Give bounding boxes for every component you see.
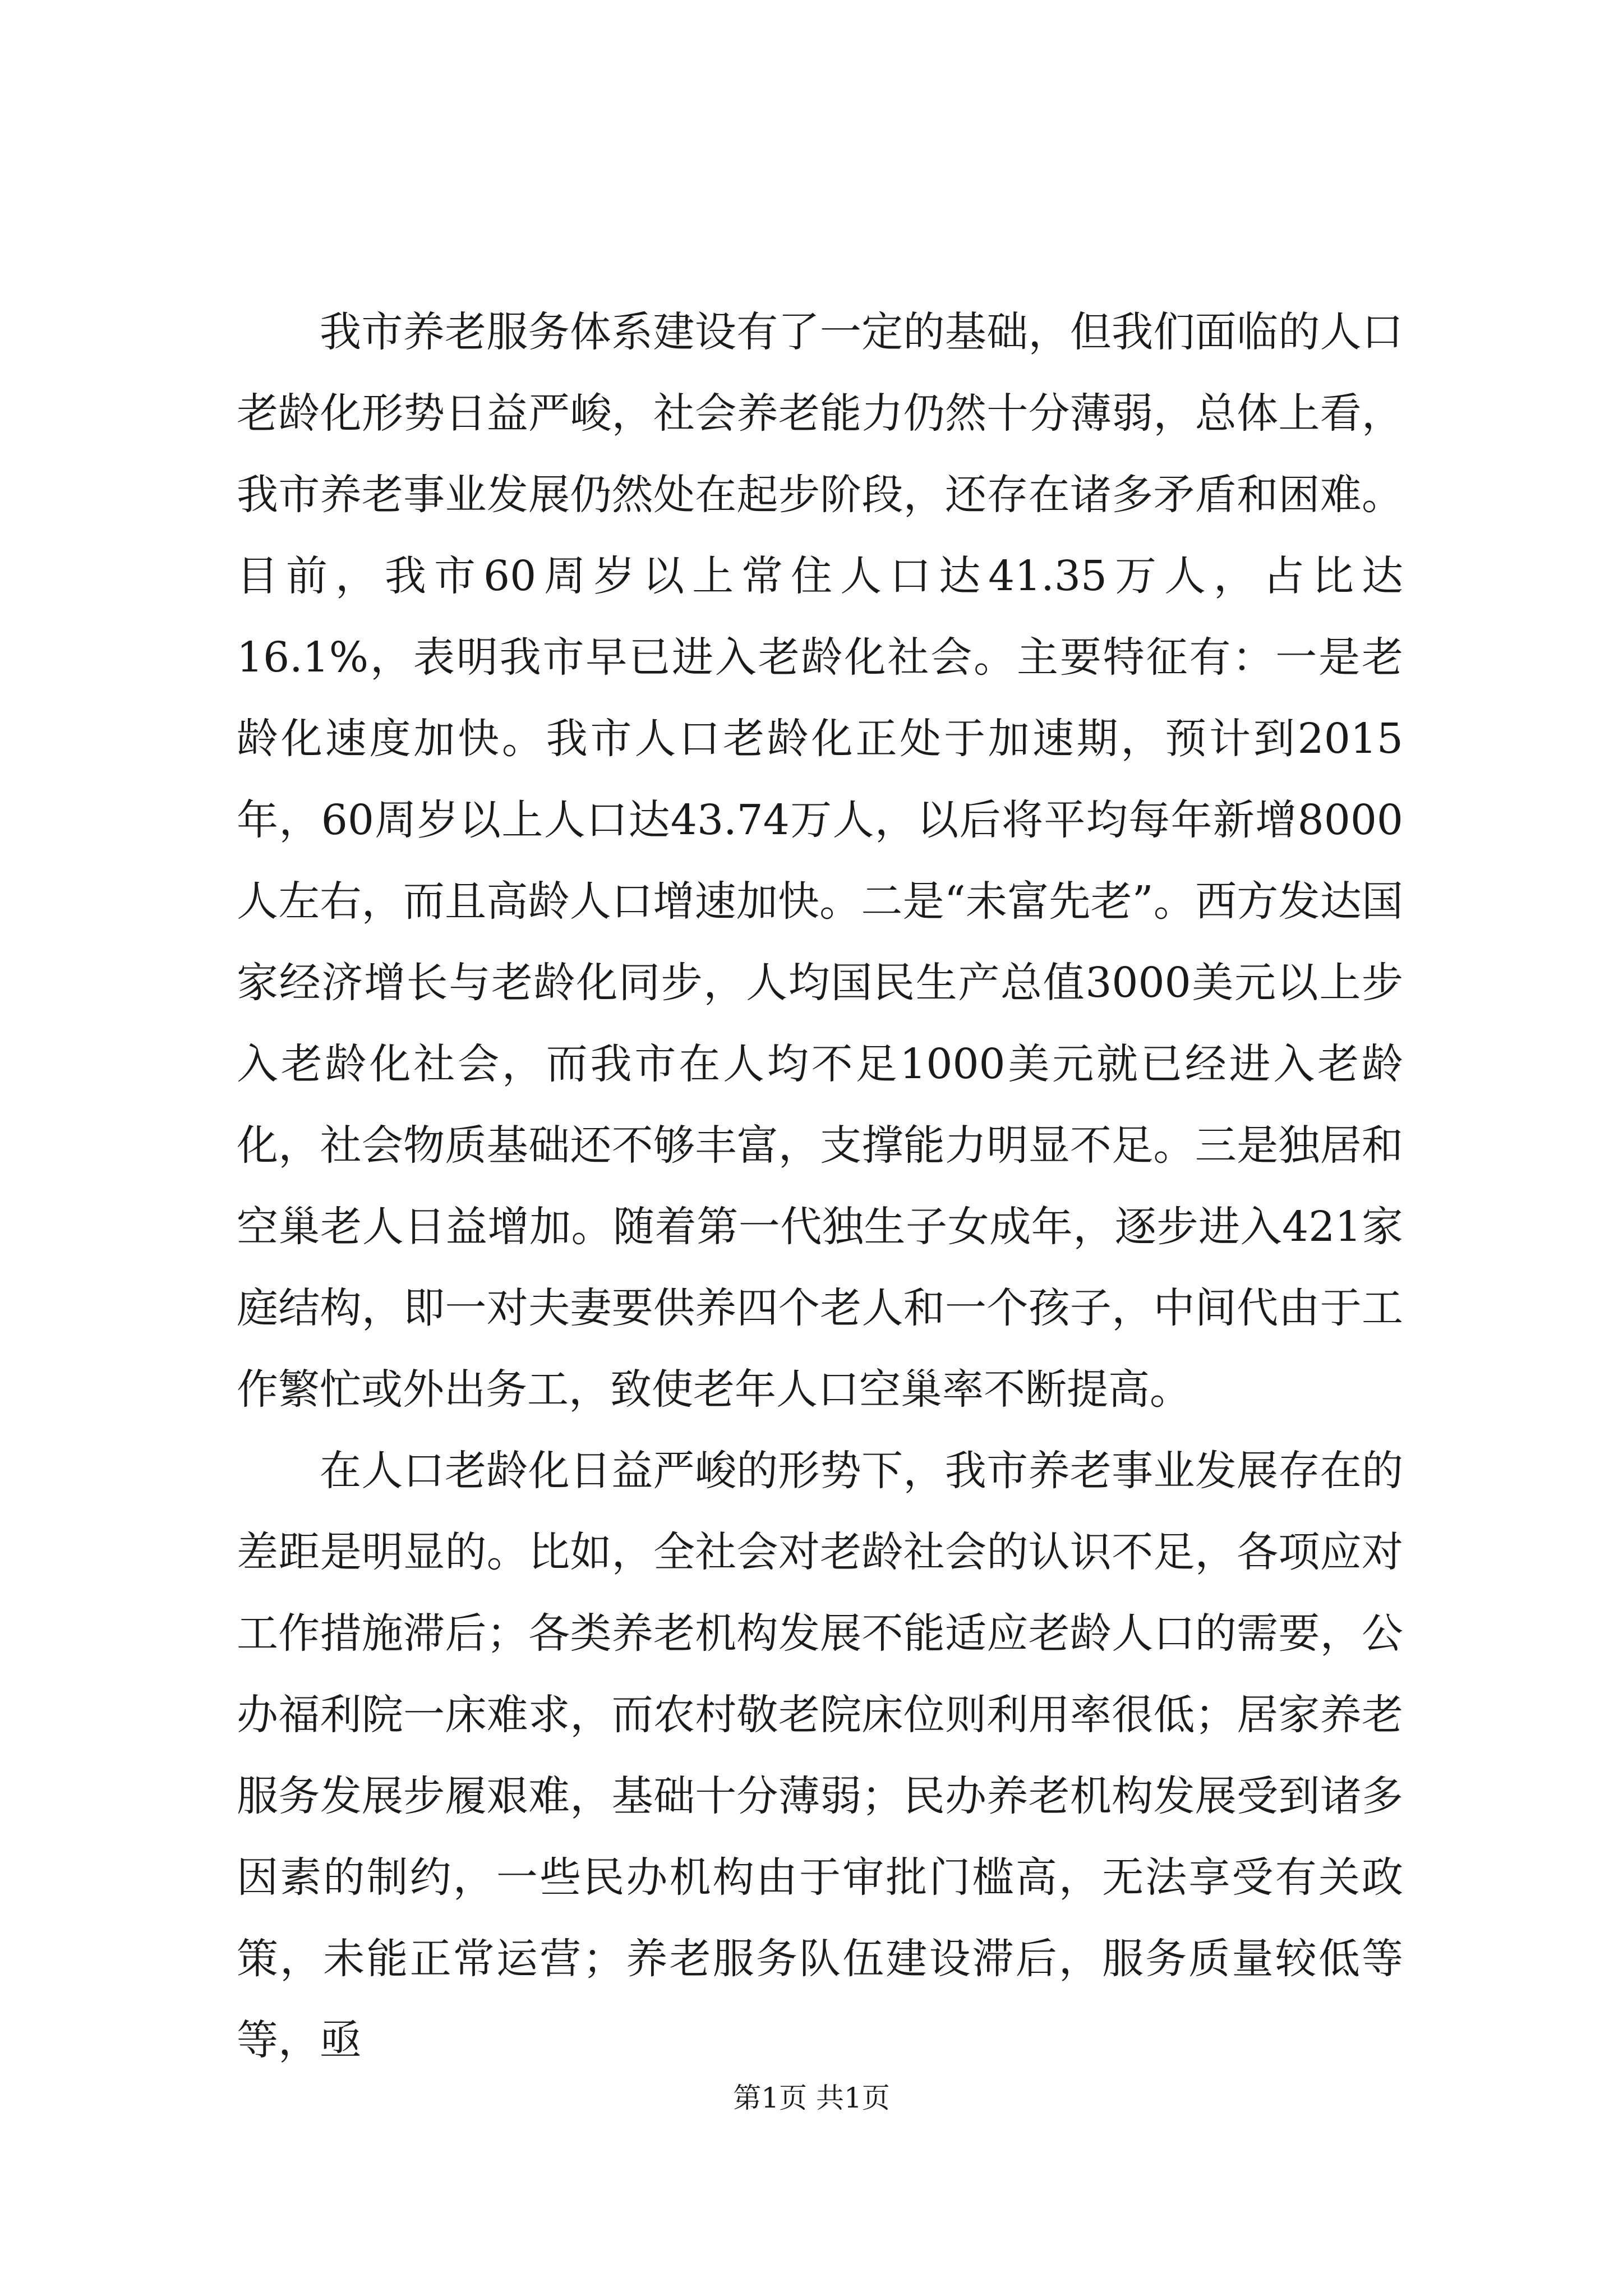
paragraph-1: 我市养老服务体系建设有了一定的基础，但我们面临的人口老龄化形势日益严峻，社会养老能力仍然十分薄弱，总体上看，我市养老事业发展仍然处在起步阶段，还存在诸多矛盾和困难。目前，我市60周岁以上常住人口达41.35万人，占比达16.1%，表明我市早已进入老龄化社会。主要特征有：一是老龄化速度加快。我市人口老龄化正处于加速期，预计到2015年，60周岁以上人口达43.74万人，以后将平均每年新增8000人左右，而且高龄人口增速加快。二是“未富先老”。西方发达国家经济增长与老龄化同步，人均国民生产总值3000美元以上步入老龄化社会，而我市在人均不足1000美元就已经进入老龄化，社会物质基础还不够丰富，支撑能力明显不足。三是独居和空巢老人日益增加。随着第一代独生子女成年，逐步进入421家庭结构，即一对夫妻要供养四个老人和一个孩子，中间代由于工作繁忙或外出务工，致使老年人口空巢率不断提高。 — [237, 308, 1403, 1414]
page-footer: 第1页 共1页 — [733, 2082, 890, 2114]
document-body — [237, 292, 1403, 2081]
paragraph-2: 在人口老龄化日益严峻的形势下，我市养老事业发展存在的差距是明显的。比如，全社会对老龄社会的认识不足，各项应对工作措施滞后；各类养老机构发展不能适应老龄人口的需要，公办福利院一床难求，而农村敬老院床位则利用率很低；居家养老服务发展步履艰难，基础十分薄弱；民办养老机构发展受到诸多因素的制约，一些民办机构由于审批门槛高，无法享受有关政策，未能正常运营；养老服务队伍建设滞后，服务质量较低等等，亟 — [237, 1447, 1403, 2064]
